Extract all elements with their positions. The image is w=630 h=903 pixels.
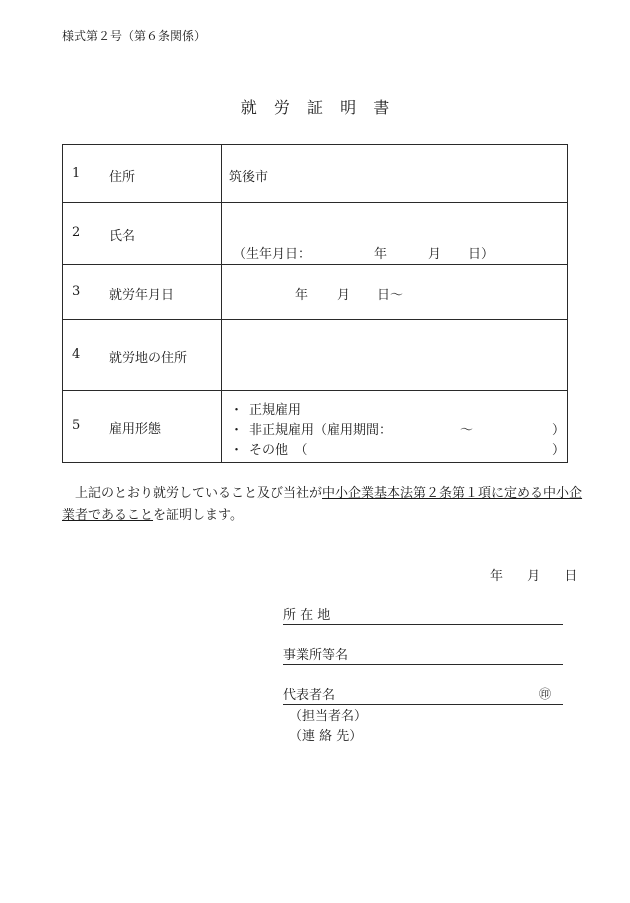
contact-label: （連 絡 先）: [289, 729, 363, 744]
employment-year: 年: [295, 288, 309, 303]
table-row-employment-type: [63, 391, 568, 463]
statement-underlined: 中小企業基本法第２条第１項に定める中小企業者であること: [62, 486, 583, 523]
date-year: 年: [490, 569, 504, 584]
row-label-cell: [63, 203, 222, 265]
row-number: 1: [72, 166, 81, 181]
certification-statement: [62, 483, 592, 527]
birthdate-year: 年: [374, 247, 388, 262]
bullet: ・: [230, 443, 244, 458]
seal-mark: ㊞: [538, 687, 551, 701]
statement-text: を証明します。: [153, 508, 243, 523]
employment-month: 月: [337, 288, 351, 303]
birthdate-month: 月: [428, 247, 442, 262]
row-number: 2: [72, 225, 81, 240]
table-row-name: [63, 203, 568, 265]
office-name-field[interactable]: [283, 644, 563, 665]
form-number: 様式第２号（第６条関係）: [62, 29, 207, 43]
document-title: [0, 95, 630, 118]
birthdate-day: 日）: [468, 247, 495, 262]
address-field[interactable]: [283, 604, 563, 625]
representative-field[interactable]: [283, 684, 563, 705]
date-day: 日: [564, 569, 578, 584]
row-label-cell: [63, 145, 222, 203]
issue-date: [490, 565, 577, 584]
row-label: 就労年月日: [109, 288, 175, 303]
option-non-regular[interactable]: 非正規雇用（雇用期間：: [249, 423, 393, 438]
option-regular[interactable]: 正規雇用: [249, 403, 302, 418]
row-label: 就労地の住所: [109, 351, 188, 366]
bullet: ・: [230, 403, 244, 418]
table-row-employment-date: [63, 265, 568, 320]
statement-text: 上記のとおり就労していること及び当社が: [75, 486, 323, 501]
row-number: 3: [72, 284, 81, 299]
title-char: 書: [373, 98, 390, 117]
contact-person-label: （担当者名）: [289, 709, 368, 724]
row-label: 氏名: [109, 229, 136, 244]
address-value-cell[interactable]: [222, 145, 568, 203]
row-label: 住所: [109, 170, 136, 185]
title-char: 証: [306, 98, 323, 117]
period-tilde: 〜: [460, 423, 474, 438]
representative-label: 代表者名: [283, 688, 336, 703]
employment-type-cell: [222, 391, 568, 463]
address-value: 筑後市: [229, 170, 269, 185]
table-row-workplace: [63, 320, 568, 391]
other-close: ）: [552, 443, 566, 458]
row-number: 5: [72, 418, 81, 433]
name-value-cell[interactable]: [222, 203, 568, 265]
certificate-table: [62, 144, 568, 463]
option-other[interactable]: その他 （: [249, 443, 308, 458]
workplace-value-cell[interactable]: [222, 320, 568, 391]
period-close: ）: [552, 423, 566, 438]
row-number: 4: [72, 347, 81, 362]
employment-day: 日〜: [377, 288, 404, 303]
address-label: 所 在 地: [283, 608, 331, 623]
row-label-cell: [63, 265, 222, 320]
employment-date-cell[interactable]: [222, 265, 568, 320]
office-label: 事業所等名: [283, 648, 349, 663]
title-char: 就: [240, 98, 257, 117]
table-row-address: [63, 145, 568, 203]
row-label-cell: [63, 391, 222, 463]
title-char: 明: [340, 98, 357, 117]
row-label: 雇用形態: [109, 422, 162, 437]
row-label-cell: [63, 320, 222, 391]
date-month: 月: [527, 569, 541, 584]
birthdate-prefix: （生年月日：: [233, 247, 312, 262]
title-char: 労: [273, 98, 290, 117]
bullet: ・: [230, 423, 244, 438]
